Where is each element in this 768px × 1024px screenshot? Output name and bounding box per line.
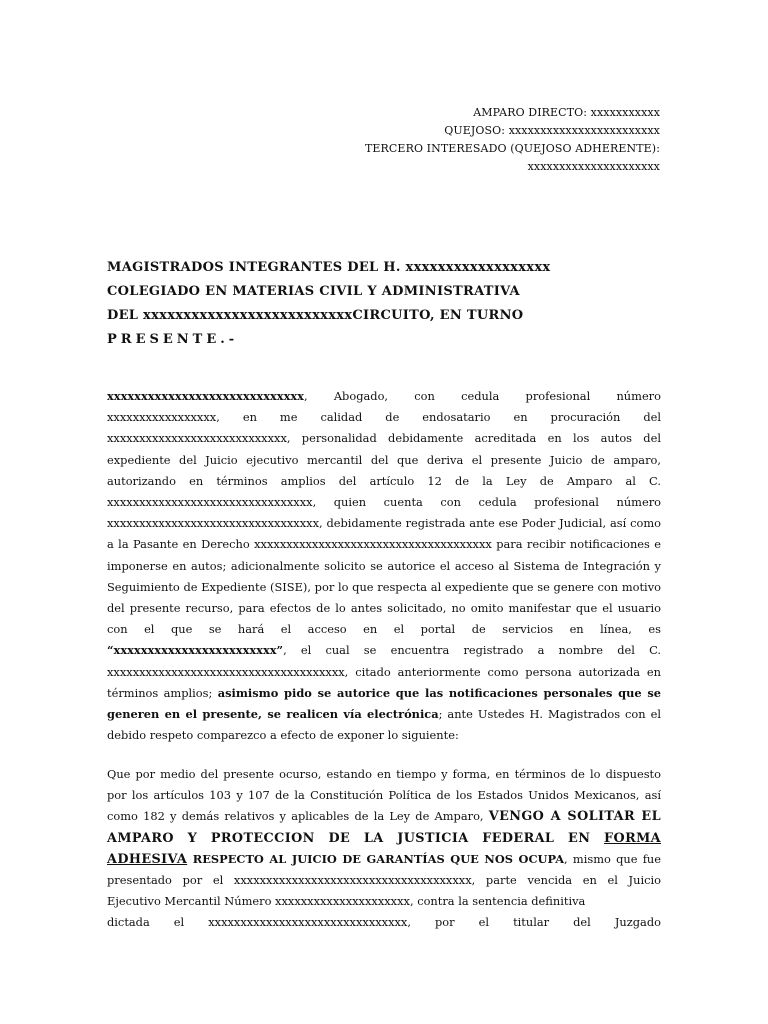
header-quejoso: QUEJOSO: xxxxxxxxxxxxxxxxxxxxxxxx [444, 124, 660, 137]
paragraph-1-text-3: ; ante Ustedes H. Magistrados con el debido respeto comparezco a efecto de exponer lo siguiente: [107, 707, 661, 743]
last-line-word: el [173, 915, 185, 930]
addressee-line-1: MAGISTRADOS INTEGRANTES DEL H. xxxxxxxxxxxxxxxxxx [107, 260, 551, 275]
paragraph-2-last-line [107, 912, 661, 933]
last-line-word: el [478, 915, 490, 930]
paragraph-2-forma-adhesiva: FORMA ADHESIVA [107, 830, 661, 867]
addressee-line-2: COLEGIADO EN MATERIAS CIVIL Y ADMINISTRATIVA [107, 284, 520, 299]
paragraph-2-juicio-garantias: RESPECTO AL JUICIO DE GARANTÍAS QUE NOS OCUPA [187, 851, 565, 866]
last-line-word: dictada [107, 915, 150, 930]
paragraph-2-request-bold: VENGO A SOLITAR EL AMPARO Y PROTECCION DE LA JUSTICIA FEDERAL EN [107, 809, 661, 846]
header-amparo-directo: AMPARO DIRECTO: xxxxxxxxxxx [473, 106, 660, 119]
last-line-word: titular [513, 915, 550, 930]
paragraph-request [107, 764, 661, 934]
paragraph-1-text: , Abogado, con cedula profesional número xxxxxxxxxxxxxxxxx, en me calidad de endosatario en procuración del xxxxxxxxxxxxxxxxxxxxxxxxxxxx, personalidad debidamente acreditada en los autos del expediente del Juicio ejecutivo mercantil del que deriva el presente Juicio de amparo, autorizando en términos amplios del artículo 12 de la Ley de Amparo al C. xxxxxxxxxxxxxxxxxxxxxxxxxxxxxxxx, quien cuenta con cedula profesional número xxxxxxxxxxxxxxxxxxxxxxxxxxxxxxxxx, debidamente registrada ante ese Poder Judicial, así como a la Pasante en Derecho xxxxxxxxxxxxxxxxxxxxxxxxxxxxxxxxxxxxx para recibir notificaciones e imponerse en autos; adicionalmente solicito se autorice el acceso al Sistema de Integración y Seguimiento de Expediente (SISE), por lo que respecta al expediente que se genere con motivo del presente recurso, para efectos de lo antes solicitado, no omito manifestar que el usuario con el que se hará el acceso en el portal de servicios en línea, es [107, 389, 661, 637]
paragraph-1-text-2: , el cual se encuentra registrado a nombre del C. xxxxxxxxxxxxxxxxxxxxxxxxxxxxxxxxxxxxx, citado anteriormente como persona autorizada en términos amplios; [107, 643, 661, 700]
paragraph-2-text: Que por medio del presente ocurso, estando en tiempo y forma, en términos de lo dispuesto por los artículos 103 y 107 de la Constitución Política de los Estados Unidos Mexicanos, así como 182 y demás relativos y aplicables de la Ley de Amparo, [107, 767, 661, 824]
paragraph-1-lawyer-name: xxxxxxxxxxxxxxxxxxxxxxxxxxxxx [107, 389, 304, 403]
paragraph-1-username: “xxxxxxxxxxxxxxxxxxxxxxxx” [107, 643, 284, 658]
last-line-word: Juzgado [614, 915, 661, 930]
paragraph-2-body [107, 764, 661, 912]
addressee-block [107, 256, 667, 352]
last-line-word: xxxxxxxxxxxxxxxxxxxxxxxxxxxxxxx, [208, 915, 411, 930]
addressee-presente: PRESENTE.- [107, 332, 239, 347]
last-line-word: del [573, 915, 591, 930]
paragraph-introduction [107, 386, 661, 746]
last-line-word: por [435, 915, 455, 930]
header-tercero-name: xxxxxxxxxxxxxxxxxxxxx [527, 160, 660, 173]
case-header [240, 104, 660, 176]
addressee-line-3: DEL xxxxxxxxxxxxxxxxxxxxxxxxxxCIRCUITO, EN TURNO [107, 308, 524, 323]
paragraph-1-electronic-notifications: asimismo pido se autorice que las notificaciones personales que se generen en el presente, se realicen vía electrónica [107, 685, 661, 722]
header-tercero-interesado: TERCERO INTERESADO (QUEJOSO ADHERENTE): [364, 142, 660, 155]
paragraph-2-text-2: , mismo que fue presentado por el xxxxxxxxxxxxxxxxxxxxxxxxxxxxxxxxxxxxx, parte vencida en el Juicio Ejecutivo Mercantil Número xxxxxxxxxxxxxxxxxxxxx, contra la sentencia definitiva [107, 851, 661, 909]
